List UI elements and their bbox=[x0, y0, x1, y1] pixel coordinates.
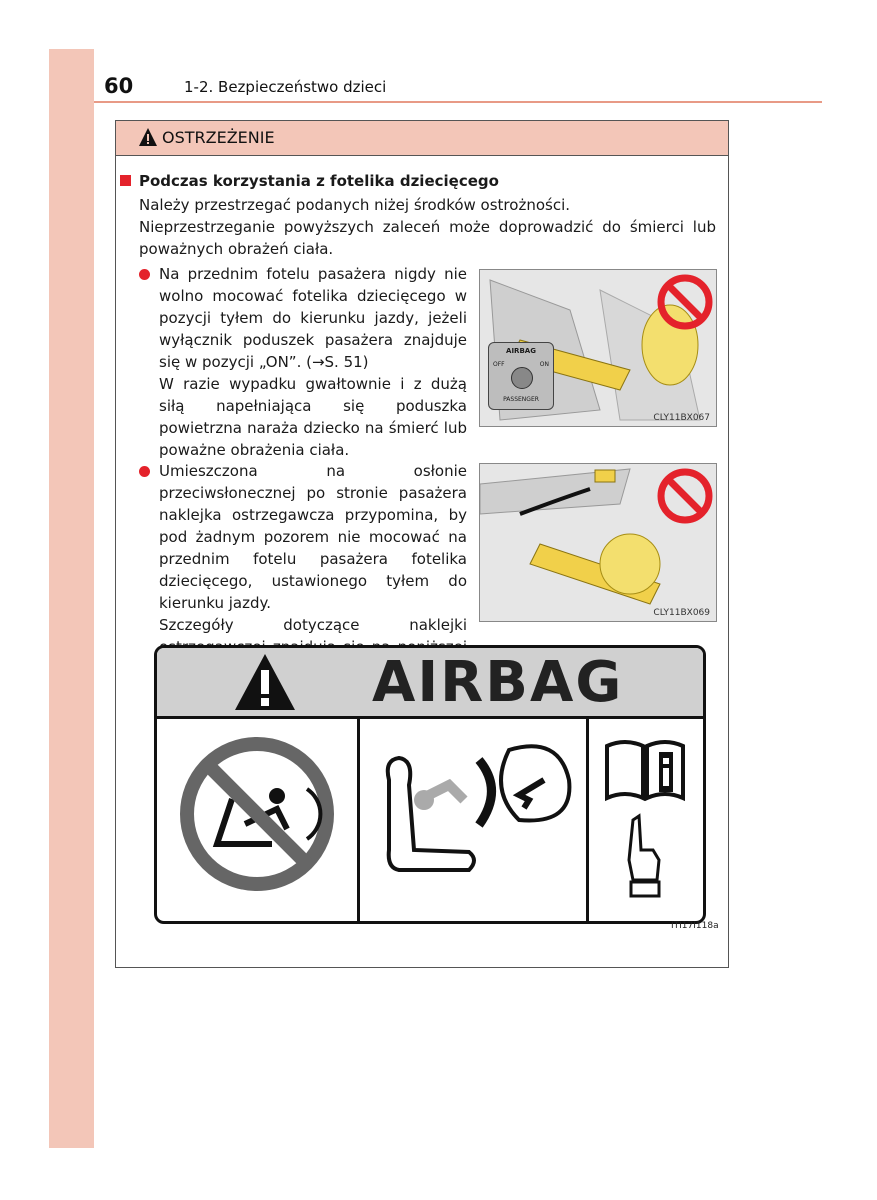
red-bullet-icon bbox=[139, 269, 150, 280]
intro-line: Należy przestrzegać podanych niżej środków ostrożności. bbox=[139, 196, 571, 214]
subheading-text: Podczas korzystania z fotelika dziecięcego bbox=[139, 172, 499, 190]
bullet-text-2: W razie wypadku gwałtownie i z dużą siłą napełniająca się poduszka powietrzna naraża dziecko na śmierć lub poważne obrażenia ciała. bbox=[159, 375, 467, 459]
bullet-text: Umieszczona na osłonie przeciwsłonecznej po stronie pasażera naklejka ostrzegawcza przypomina, by pod żadnym pozorem nie mocować na przednim fotelu pasażera fotelika dziecięcego, ustawionego tyłem do kierunku jazdy. bbox=[159, 462, 467, 612]
red-square-icon bbox=[120, 175, 131, 186]
bullet-text: Na przednim fotelu pasażera nigdy nie wolno mocować fotelika dziecięcego w pozycji tyłem do kierunku jazdy, jeżeli wyłącznik poduszek pasażera znajduje się w pozycji „ON”. (→S. 51) bbox=[159, 265, 467, 371]
red-bullet-icon bbox=[139, 466, 150, 477]
label-code: ITI17I118a bbox=[671, 921, 719, 931]
inset-title: AIRBAG bbox=[506, 347, 536, 355]
warning-title: OSTRZEŻENIE bbox=[162, 128, 275, 147]
pointing-hand-icon bbox=[619, 810, 669, 900]
divider bbox=[586, 716, 589, 921]
warning-subheading bbox=[120, 172, 499, 190]
no-rear-facing-seat-icon bbox=[177, 734, 337, 894]
warning-intro bbox=[139, 194, 716, 260]
sun-visor-illustration bbox=[480, 464, 716, 621]
page-number: 60 bbox=[104, 74, 134, 98]
warning-header bbox=[116, 121, 728, 156]
warning-triangle-icon bbox=[138, 127, 158, 147]
section-title: 1-2. Bezpieczeństwo dzieci bbox=[184, 78, 387, 96]
bullet-item bbox=[139, 263, 467, 461]
airbag-deploy-icon bbox=[369, 740, 579, 890]
inset-on: ON bbox=[539, 361, 549, 368]
rear-facing-seat-photo bbox=[479, 269, 717, 427]
image-code: CLY11BX067 bbox=[653, 413, 710, 423]
label-title: AIRBAG bbox=[372, 650, 624, 715]
divider bbox=[357, 716, 360, 921]
warning-box bbox=[115, 120, 729, 968]
image-code: CLY11BX069 bbox=[653, 608, 710, 618]
inset-sub: PASSENGER bbox=[503, 396, 539, 403]
airbag-switch-inset bbox=[488, 342, 554, 410]
sun-visor-label-photo bbox=[479, 463, 717, 622]
intro-line: Nieprzestrzeganie powyższych zaleceń może doprowadzić do śmierci lub poważnych obrażeń ciała. bbox=[139, 218, 716, 258]
header-rule bbox=[94, 101, 822, 103]
key-switch-icon bbox=[511, 367, 533, 389]
manual-book-icon bbox=[605, 738, 685, 802]
side-tab-bar bbox=[49, 49, 94, 1148]
bullet-text-2: Szczegóły dotyczące naklejki bbox=[159, 616, 467, 634]
label-header bbox=[157, 648, 703, 719]
warning-triangle-icon bbox=[233, 652, 297, 712]
airbag-warning-label bbox=[154, 645, 706, 924]
inset-off: OFF bbox=[493, 361, 505, 368]
